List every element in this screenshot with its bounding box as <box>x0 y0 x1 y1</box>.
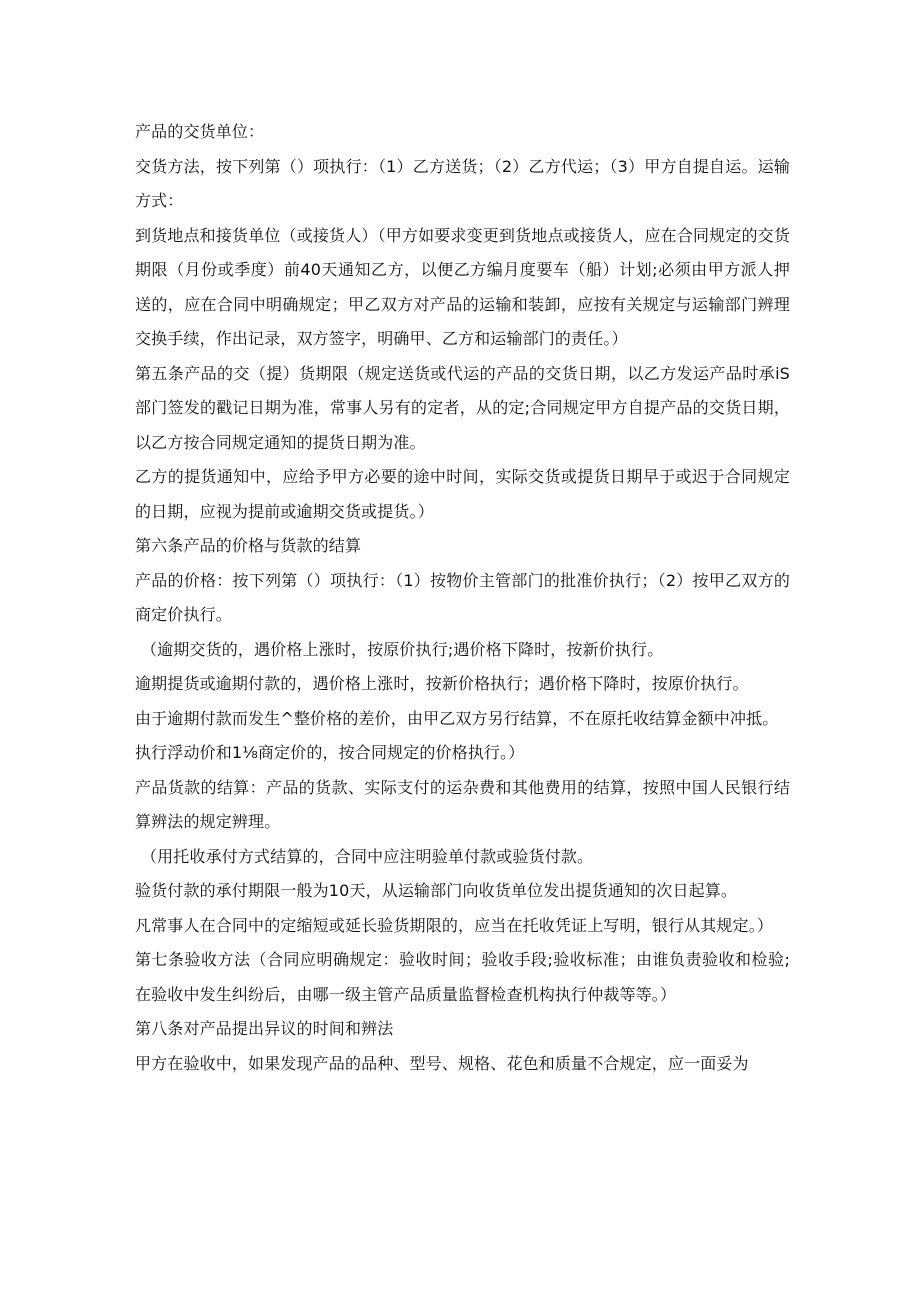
paragraph-objection: 甲方在验收中，如果发现产品的品种、型号、规格、花色和质量不合规定，应一面妥为 <box>135 1053 749 1073</box>
paragraph-pickup-notice: 乙方的提货通知中，应给予甲方必要的途中时间，实际交货或提货日期早于或迟于合同规定的日期，应视为提前或逾期交货或提货。） <box>135 467 790 521</box>
paragraph-collection-payment: （用托收承付方式结算的，合同中应注明验单付款或验货付款。 <box>141 846 594 866</box>
paragraph-article-7: 第七条验收方法（合同应明确规定：验收时间；验收手段;验收标准；由谁负责验收和检验;在验收中发生纠纷后，由哪一级主管产品质量监督检查机构执行仲裁等等。） <box>135 950 790 1004</box>
paragraph-payment-settlement: 产品货款的结算：产品的货款、实际支付的运杂费和其他费用的结算，按照中国人民银行结算辨法的规定辨理。 <box>135 777 790 831</box>
paragraph-overdue-pickup: 逾期提货或逾期付款的，遇价格上涨时，按新价格执行；遇价格下降时，按原价执行。 <box>135 674 749 693</box>
paragraph-delivery-unit: 产品的交货单位： <box>135 122 265 141</box>
paragraph-delivery-method: 交货方法，按下列第（）项执行：（1）乙方送货；（2）乙方代运；（3）甲方自提自运。运输方式： <box>135 156 790 210</box>
paragraph-price-difference: 由于逾期付款而发生^整价格的差价，由甲乙双方另行结算，不在原托收结算金额中冲抵。 <box>135 708 779 728</box>
paragraph-article-6-heading: 第六条产品的价格与货款的结算 <box>135 536 362 555</box>
paragraph-article-8-heading: 第八条对产品提出异议的时间和辨法 <box>135 1019 394 1038</box>
paragraph-floating-price: 执行浮动价和1⅛商定价的，按合同规定的价格执行。） <box>135 743 525 762</box>
paragraph-article-5: 第五条产品的交（提）货期限（规定送货或代运的产品的交货日期，以乙方发运产品时承iS部门签发的戳记日期为准，常事人另有的定者，从的定;合同规定甲方自提产品的交货日期，以乙方按合同规定通知的提货日期为准。 <box>135 363 790 452</box>
paragraph-arrival-location: 到货地点和接货单位（或接货人）（甲方如要求变更到货地点或接货人，应在合同规定的交货期限（月份或季度）前40天通知乙方，以便乙方编月度要车（船）计划;必须由甲方派人押送的，应在合同中明确规定；甲乙双方对产品的运输和装卸，应按有关规定与运输部门辨理交换手续，作出记录，双方签字，明确甲、乙方和运输部门的责任。） <box>135 225 790 348</box>
paragraph-acceptance-period: 验货付款的承付期限一般为10天，从运输部门向收货单位发出提货通知的次日起算。 <box>135 881 738 900</box>
paragraph-period-change: 凡常事人在合同中的定缩短或延长验货期限的，应当在托收凭证上写明，银行从其规定。） <box>135 915 774 935</box>
paragraph-product-price: 产品的价格：按下列第（）项执行：（1）按物价主管部门的批准价执行；（2）按甲乙双方的商定价执行。 <box>135 570 790 624</box>
document-body <box>135 115 790 1081</box>
paragraph-overdue-delivery: （逾期交货的，遇价格上涨时，按原价执行;遇价格下降时，按新价执行。 <box>141 639 664 659</box>
